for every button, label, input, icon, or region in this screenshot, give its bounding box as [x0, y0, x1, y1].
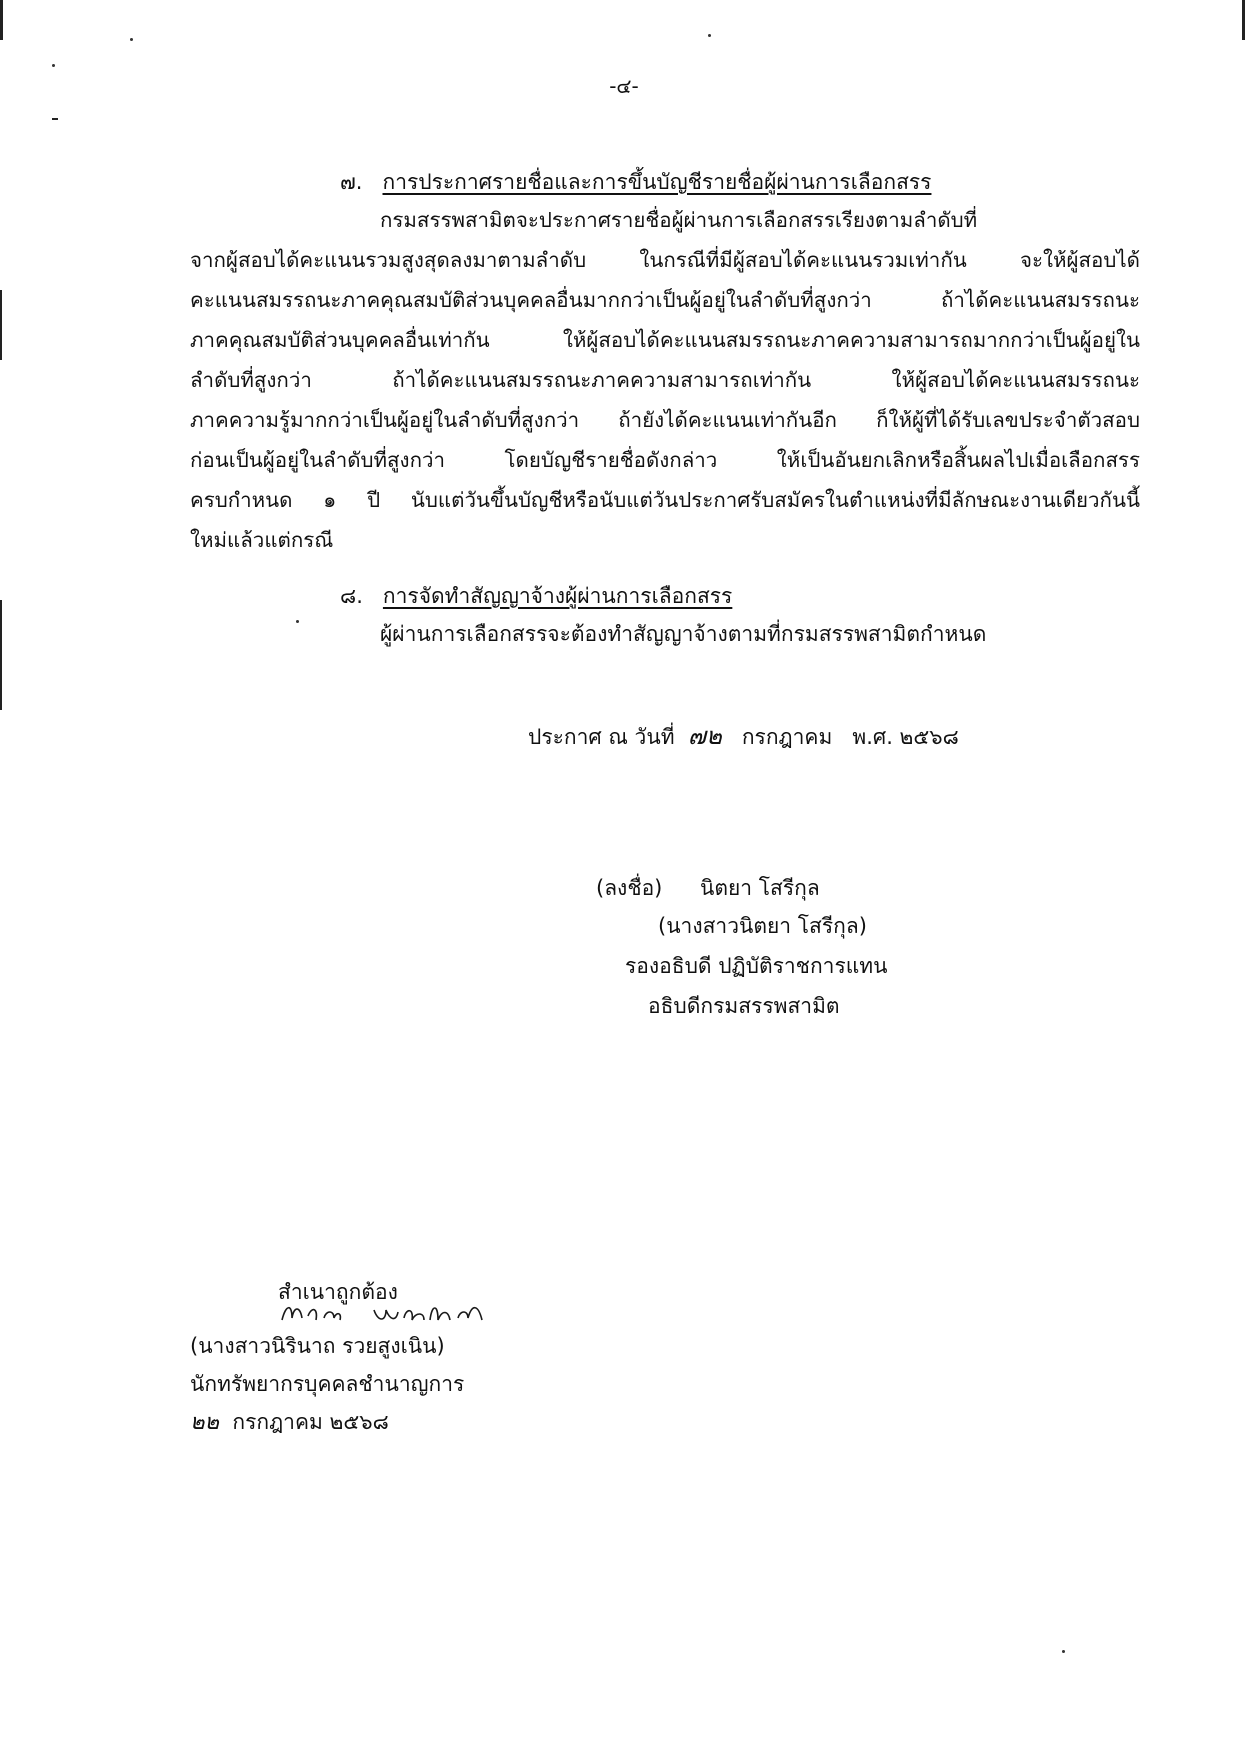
section8-heading	[340, 576, 732, 616]
announcement-month: กรกฎาคม	[741, 725, 833, 749]
signatory-full-name: (นางสาวนิตยา โสรีกุล)	[658, 914, 867, 938]
paragraph-line: กรมสรรพสามิตจะประกาศรายชื่อผู้ผ่านการเลือกสรรเรียงตามลำดับที่	[380, 208, 978, 232]
scan-dot	[52, 64, 55, 67]
certified-full-name: (นางสาวนิรินาถ รวยสูงเนิน)	[190, 1334, 445, 1358]
scan-mark	[0, 600, 2, 710]
scan-dot	[1062, 1650, 1065, 1653]
scan-mark	[0, 0, 3, 40]
announcement-date	[528, 716, 959, 757]
paragraph-line: ใหม่แล้วแต่กรณี	[190, 528, 334, 552]
scan-dot	[708, 34, 711, 37]
page-number: -๔-	[609, 74, 639, 98]
paragraph-line: ลำดับที่สูงกว่า ถ้าได้คะแนนสมรรถนะภาคความสามารถเท่ากัน ให้ผู้สอบได้คะแนนสมรรถนะ	[190, 368, 1140, 392]
certified-date-rest: กรกฎาคม ๒๕๖๘	[232, 1410, 389, 1434]
scan-mark	[1242, 0, 1245, 40]
paragraph-line: ภาคคุณสมบัติส่วนบุคคลอื่นเท่ากัน ให้ผู้สอบได้คะแนนสมรรถนะภาคความสามารถมากกว่าเป็นผู้อยู่ใน	[190, 328, 1140, 352]
sign-label: (ลงชื่อ)	[596, 876, 663, 900]
section7-number: ๗.	[340, 170, 363, 194]
paragraph-line: ภาคความรู้มากกว่าเป็นผู้อยู่ในลำดับที่สูงกว่า ถ้ายังได้คะแนนเท่ากันอีก ก็ให้ผู้ที่ได้รับเลขประจำตัวสอบ	[190, 408, 1140, 432]
scan-dot	[130, 38, 133, 41]
section7-heading	[340, 162, 931, 202]
announcement-year: พ.ศ. ๒๕๖๘	[852, 725, 959, 749]
paragraph-line: ครบกำหนด ๑ ปี นับแต่วันขึ้นบัญชีหรือนับแต่วันประกาศรับสมัครในตำแหน่งที่มีลักษณะงานเดียวกันนี้	[190, 488, 1140, 512]
certified-copy-label: สำเนาถูกต้อง	[278, 1280, 398, 1304]
announcement-day: ๗๒	[687, 722, 722, 750]
scan-mark	[0, 290, 2, 360]
section8-title: การจัดทำสัญญาจ้างผู้ผ่านการเลือกสรร	[382, 584, 733, 608]
announcement-prefix: ประกาศ ณ วันที่	[528, 725, 675, 749]
paragraph-line: ก่อนเป็นผู้อยู่ในลำดับที่สูงกว่า โดยบัญชีรายชื่อดังกล่าว ให้เป็นอันยกเลิกหรือสิ้นผลไปเมื่อเลือกสรร	[190, 448, 1140, 472]
certified-date	[190, 1402, 389, 1443]
scan-mark	[52, 118, 58, 120]
section7-title: การประกาศรายชื่อและการขึ้นบัญชีรายชื่อผู้ผ่านการเลือกสรร	[382, 170, 932, 194]
scan-dot	[296, 620, 299, 623]
signed-name: นิตยา โสรีกุล	[700, 876, 820, 900]
paragraph-line: คะแนนสมรรถนะภาคคุณสมบัติส่วนบุคคลอื่นมากกว่าเป็นผู้อยู่ในลำดับที่สูงกว่า ถ้าได้คะแนนสมรรถนะ	[190, 288, 1140, 312]
signatory-position2: อธิบดีกรมสรรพสามิต	[648, 994, 840, 1018]
section7-paragraph	[190, 200, 1140, 560]
paragraph-line: จากผู้สอบได้คะแนนรวมสูงสุดลงมาตามลำดับ ในกรณีที่มีผู้สอบได้คะแนนรวมเท่ากัน จะให้ผู้สอบได้	[190, 248, 1140, 272]
certified-date-day: ๒๒	[190, 1410, 220, 1435]
section8-body: ผู้ผ่านการเลือกสรรจะต้องทำสัญญาจ้างตามที่กรมสรรพสามิตกำหนด	[380, 622, 987, 646]
certified-position: นักทรัพยากรบุคคลชำนาญการ	[190, 1372, 465, 1396]
signatory-position1: รองอธิบดี ปฏิบัติราชการแทน	[625, 954, 888, 978]
section8-number: ๘.	[340, 584, 363, 608]
handwritten-signature	[278, 1298, 498, 1328]
